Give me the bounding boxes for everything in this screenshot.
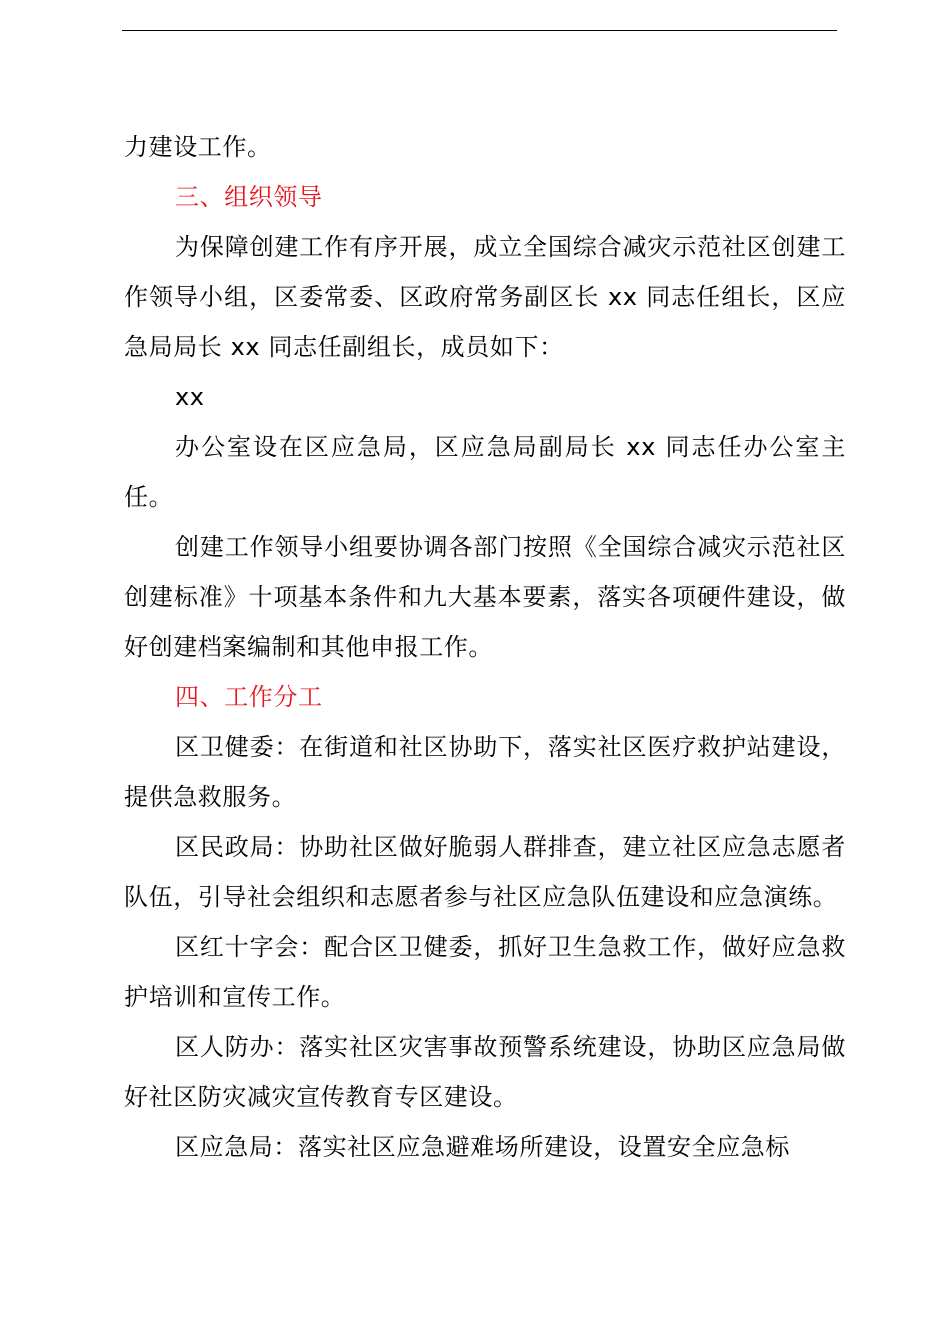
paragraph-leadership-group: 为保障创建工作有序开展，成立全国综合减灾示范社区创建工作领导小组，区委常委、区政府常务副区长 xx 同志任组长，区应急局局长 xx 同志任副组长，成员如下： [124, 233, 846, 361]
header-rule [122, 30, 837, 31]
paragraph-coordination: 创建工作领导小组要协调各部门按照《全国综合减灾示范社区创建标准》十项基本条件和九大基本要素，落实各项硬件建设，做好创建档案编制和其他申报工作。 [124, 533, 846, 661]
paragraph-continuation: 力建设工作。 [124, 133, 272, 161]
section-heading-division: 四、工作分工 [175, 683, 323, 711]
section-heading-organization: 三、组织领导 [175, 183, 323, 211]
paragraph-health-commission: 区卫健委：在街道和社区协助下，落实社区医疗救护站建设，提供急救服务。 [124, 733, 846, 811]
paragraph-civil-defense: 区人防办：落实社区灾害事故预警系统建设，协助区应急局做好社区防灾减灾宣传教育专区建设。 [124, 1033, 846, 1111]
paragraph-emergency-bureau: 区应急局：落实社区应急避难场所建设，设置安全应急标 [175, 1133, 790, 1161]
paragraph-red-cross: 区红十字会：配合区卫健委，抓好卫生急救工作，做好应急救护培训和宣传工作。 [124, 933, 846, 1011]
paragraph-members: xx [175, 383, 205, 411]
paragraph-civil-affairs: 区民政局：协助社区做好脆弱人群排查，建立社区应急志愿者队伍，引导社会组织和志愿者参与社区应急队伍建设和应急演练。 [124, 833, 846, 911]
paragraph-office: 办公室设在区应急局，区应急局副局长 xx 同志任办公室主任。 [124, 433, 846, 511]
document-body [124, 122, 846, 1172]
